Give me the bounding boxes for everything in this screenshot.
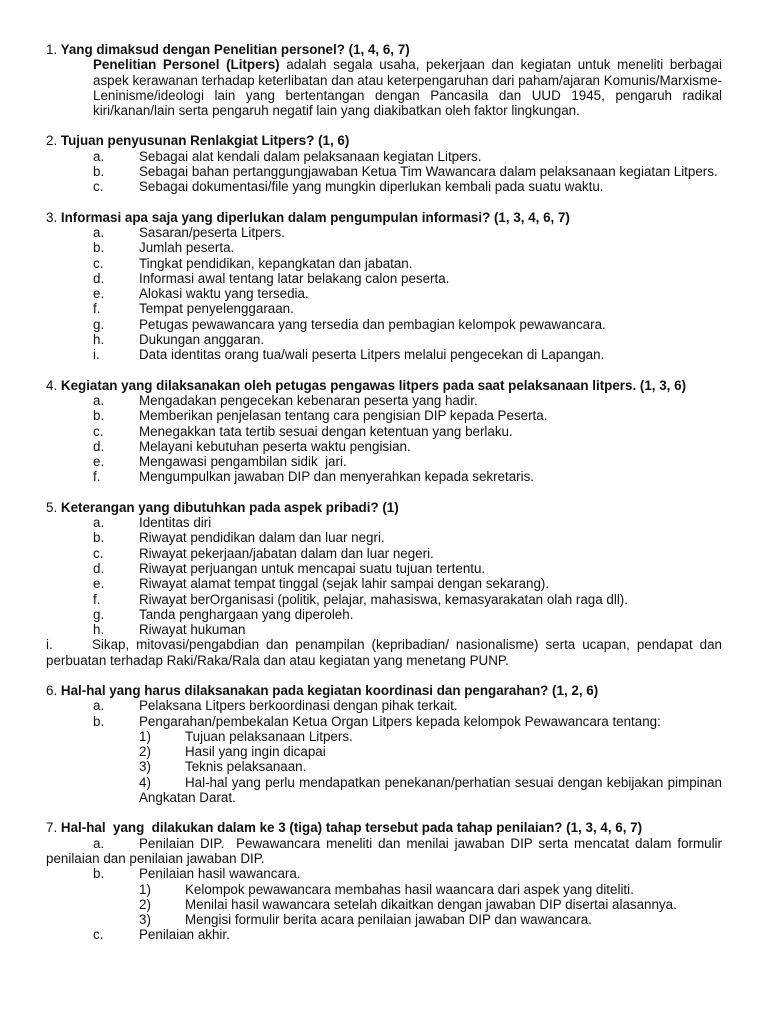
list-item — [46, 225, 722, 240]
list-text: Penilaian DIP. Pewawancara meneliti dan menilai jawaban DIP serta mencatat dalam formulir penilaian dan penilaian jawaban DIP. — [46, 835, 726, 866]
list-text: Menegakkan tata tertib sesuai dengan ketentuan yang berlaku. — [139, 423, 513, 439]
question-1 — [46, 42, 722, 118]
list-item — [46, 576, 722, 591]
sub-list-marker: 2) — [139, 744, 151, 760]
list-marker: c. — [93, 255, 104, 271]
sub-list-text: Hal-hal yang perlu mendapatkan penekanan/perhatian sesuai dengan kebijakan pimpinan Angkatan Darat. — [139, 774, 722, 806]
list-item — [46, 866, 722, 881]
list-item — [46, 332, 722, 347]
list-text: Tempat penyelenggaraan. — [139, 301, 294, 317]
sub-list-item — [46, 744, 722, 759]
list-text: Riwayat pendidikan dalam dan luar negri. — [139, 530, 385, 546]
list-marker: a. — [93, 835, 105, 851]
list-item — [0, 637, 722, 668]
list-item — [46, 164, 722, 179]
sub-list-text: Menilai hasil wawancara setelah dikaitkan dengan jawaban DIP disertai alasannya. — [185, 896, 677, 912]
sub-list-text: Kelompok pewawancara membahas hasil waancara dari aspek yang diteliti. — [185, 881, 634, 897]
list-text: Melayani kebutuhan peserta waktu pengisian. — [139, 438, 411, 454]
list-text: Informasi awal tentang latar belakang calon peserta. — [139, 270, 450, 286]
list-item — [46, 256, 722, 271]
list-item — [46, 424, 722, 439]
list-text: Petugas pewawancara yang tersedia dan pembagian kelompok pewawancara. — [139, 316, 606, 332]
list-item — [46, 271, 722, 286]
list-item — [46, 179, 722, 194]
list-marker: g. — [93, 606, 105, 622]
sub-list-text: Hasil yang ingin dicapai — [185, 744, 326, 760]
list-item — [46, 714, 722, 729]
question-heading — [46, 210, 722, 225]
list-marker: c. — [93, 423, 104, 439]
list-marker: a. — [93, 148, 105, 164]
list-marker: a. — [93, 515, 105, 531]
question-text: Hal-hal yang harus dilaksanakan pada kegiatan koordinasi dan pengarahan? (1, 2, 6) — [60, 682, 599, 698]
list-marker: h. — [93, 332, 105, 348]
question-heading — [46, 42, 722, 57]
list-item — [46, 347, 722, 362]
question-heading — [46, 500, 722, 515]
list-marker: c. — [93, 179, 104, 195]
list-item — [46, 149, 722, 164]
list-marker: b. — [93, 164, 105, 180]
list-text: Riwayat hukuman — [139, 622, 246, 638]
question-heading — [46, 378, 722, 393]
question-text: Hal-hal yang dilakukan dalam ke 3 (tiga) tahap tersebut pada tahap penilaian? (1, 3, 4, 6, 7) — [60, 820, 643, 836]
sub-list-marker: 1) — [139, 728, 151, 744]
list-marker: f. — [93, 591, 101, 607]
sub-list-item — [46, 912, 722, 927]
list-item — [46, 927, 722, 942]
definition-term: Penelitian Personel (Litpers) — [93, 57, 280, 73]
list-item — [46, 515, 722, 530]
list-text: Sebagai bahan pertanggungjawaban Ketua Tim Wawancara dalam pelaksanaan kegiatan Litpers. — [139, 164, 718, 180]
list-marker: h. — [93, 622, 105, 638]
list-text: Pelaksana Litpers berkoordinasi dengan pihak terkait. — [139, 698, 458, 714]
list-marker: g. — [93, 316, 105, 332]
question-heading — [46, 820, 722, 835]
list-item — [46, 469, 722, 484]
list-item — [46, 439, 722, 454]
list-text: Mengumpulkan jawaban DIP dan menyerahkan kepada sekretaris. — [139, 469, 535, 485]
list-text: Riwayat berOrganisasi (politik, pelajar, mahasiswa, kemasyarakatan olah raga dll). — [139, 591, 628, 607]
sub-list-marker: 4) — [139, 774, 151, 790]
list-item — [46, 240, 722, 255]
question-heading — [46, 133, 722, 148]
list-item — [46, 530, 722, 545]
list-item — [46, 317, 722, 332]
list-marker: i. — [93, 347, 100, 363]
question-number: 1. — [46, 42, 58, 57]
list-text: Memberikan penjelasan tentang cara pengisian DIP kepada Peserta. — [139, 408, 548, 424]
definition-paragraph — [46, 57, 722, 118]
sub-list-text: Tujuan pelaksanaan Litpers. — [185, 728, 353, 744]
list-text: Mengadakan pengecekan kebenaran peserta yang hadir. — [139, 392, 478, 408]
list-marker: c. — [93, 545, 104, 561]
list-item — [46, 561, 722, 576]
list-marker: b. — [93, 866, 105, 882]
sub-list-item — [46, 729, 722, 744]
sub-list-item — [46, 897, 722, 912]
question-number: 6. — [46, 682, 58, 698]
list-marker: b. — [93, 530, 105, 546]
list-marker: b. — [93, 408, 105, 424]
question-text: Tujuan penyusunan Renlakgiat Litpers? (1, 6) — [60, 133, 350, 149]
question-5 — [46, 500, 722, 668]
list-text: Sebagai alat kendali dalam pelaksanaan kegiatan Litpers. — [139, 148, 482, 164]
question-text: Yang dimaksud dengan Penelitian personel? (1, 4, 6, 7) — [60, 42, 410, 57]
question-3 — [46, 210, 722, 363]
question-number: 4. — [46, 377, 58, 393]
list-item — [46, 408, 722, 423]
list-text: Sasaran/peserta Litpers. — [139, 224, 285, 240]
list-marker: d. — [93, 560, 105, 576]
question-heading — [46, 683, 722, 698]
list-text: Identitas diri — [139, 515, 212, 531]
sub-list-marker: 3) — [139, 912, 151, 928]
question-text: Informasi apa saja yang diperlukan dalam pengumpulan informasi? (1, 3, 4, 6, 7) — [60, 209, 570, 225]
list-text: Tanda penghargaan yang diperoleh. — [139, 606, 354, 622]
list-text: Alokasi waktu yang tersedia. — [139, 286, 309, 302]
list-marker: f. — [93, 301, 101, 317]
list-marker: d. — [93, 270, 105, 286]
list-marker: a. — [93, 392, 105, 408]
sub-list-marker: 3) — [139, 759, 151, 775]
list-marker: c. — [93, 927, 104, 943]
list-marker: e. — [93, 454, 105, 470]
list-text: Data identitas orang tua/wali peserta Litpers melalui pengecekan di Lapangan. — [139, 347, 605, 363]
question-number: 7. — [46, 820, 58, 836]
sub-list-item — [46, 775, 722, 806]
sub-list-text: Teknis pelaksanaan. — [185, 759, 307, 775]
list-marker: a. — [93, 698, 105, 714]
list-item — [46, 393, 722, 408]
list-text: Riwayat pekerjaan/jabatan dalam dan luar negeri. — [139, 545, 434, 561]
list-text: Pengarahan/pembekalan Ketua Organ Litpers kepada kelompok Pewawancara tentang: — [139, 713, 661, 729]
list-text: Jumlah peserta. — [139, 240, 235, 256]
list-item — [46, 835, 726, 867]
list-item — [46, 698, 722, 713]
question-7 — [46, 820, 726, 943]
definition-text: adalah segala usaha, pekerjaan dan kegiatan untuk meneliti berbagai aspek kerawanan terhadap keterlibatan dan atau keterpengaruhan dari paham/ajaran Komunis/Marxisme-Leninisme/ideologi lain yang bertentangan dengan Pancasila dan UUD 1945, pengaruh radikal kiri/kanan/lain serta pengaruh negatif lain yang diakibatkan oleh faktor lingkungan. — [93, 57, 722, 119]
list-item — [46, 607, 722, 622]
list-marker: d. — [93, 438, 105, 454]
question-text: Keterangan yang dibutuhkan pada aspek pribadi? (1) — [60, 499, 399, 515]
sub-list-marker: 1) — [139, 881, 151, 897]
list-item — [46, 622, 722, 637]
list-marker: e. — [93, 576, 105, 592]
list-marker: e. — [93, 286, 105, 302]
question-text: Kegiatan yang dilaksanakan oleh petugas pengawas litpers pada saat pelaksanaan litpers. (1, 3, 6) — [60, 377, 687, 393]
sub-list-item — [46, 882, 722, 897]
question-number: 2. — [46, 133, 58, 149]
list-text: Sikap, mitovasi/pengabdian dan penampilan (kepribadian/ nasionalisme) serta ucapan, pendapat dan perbuatan terhadap Raki/Raka/Rala dan atau kegiatan yang menetang PUNP. — [46, 637, 722, 668]
question-6 — [46, 683, 722, 805]
question-4 — [46, 378, 722, 485]
list-marker: b. — [93, 240, 105, 256]
question-2 — [46, 133, 722, 194]
list-text: Penilaian akhir. — [139, 927, 230, 943]
list-text: Penilaian hasil wawancara. — [139, 866, 301, 882]
sub-list-marker: 2) — [139, 896, 151, 912]
list-item — [46, 546, 722, 561]
list-item — [46, 592, 722, 607]
list-marker: b. — [93, 713, 105, 729]
list-marker: a. — [93, 224, 105, 240]
list-marker: i. — [46, 637, 53, 653]
list-text: Tingkat pendidikan, kepangkatan dan jabatan. — [139, 255, 413, 271]
list-text: Riwayat perjuangan untuk mencapai suatu tujuan tertentu. — [139, 560, 486, 576]
question-number: 5. — [46, 499, 58, 515]
list-text: Sebagai dokumentasi/file yang mungkin diperlukan kembali pada suatu waktu. — [139, 179, 604, 195]
list-item — [46, 301, 722, 316]
sub-list-item — [46, 759, 722, 774]
list-text: Mengawasi pengambilan sidik jari. — [139, 454, 347, 470]
list-text: Riwayat alamat tempat tinggal (sejak lahir sampai dengan sekarang). — [139, 576, 550, 592]
list-marker: f. — [93, 469, 101, 485]
list-item — [46, 454, 722, 469]
sub-list-text: Mengisi formulir berita acara penilaian jawaban DIP dan wawancara. — [185, 912, 592, 928]
list-text: Dukungan anggaran. — [139, 332, 265, 348]
list-item — [46, 286, 722, 301]
question-number: 3. — [46, 209, 58, 225]
